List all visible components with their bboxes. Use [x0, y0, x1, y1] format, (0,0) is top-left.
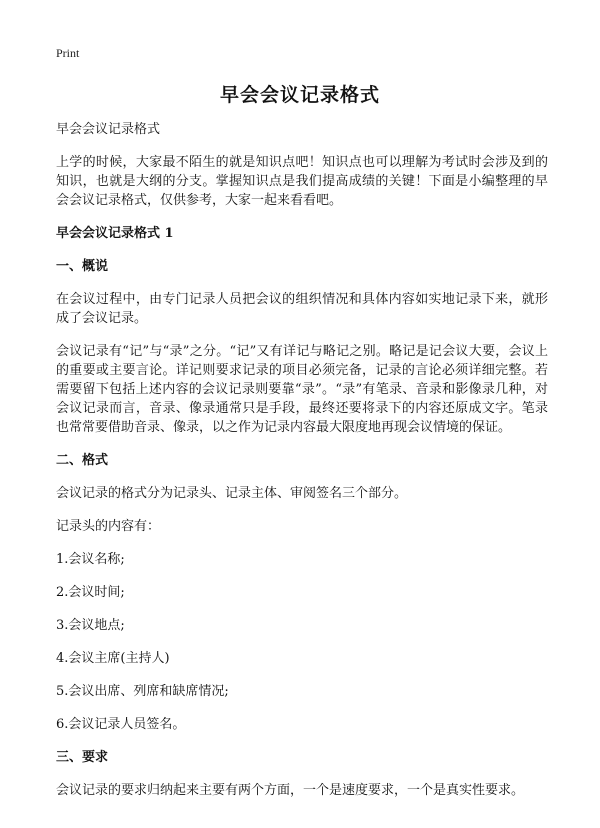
paragraph-overview-2: 会议记录有“记”与“录”之分。“记”又有详记与略记之别。略记是记会议大要，会议上的重要或主要言论。详记则要求记录的项目必须完备，记录的言论必须详细完整。若需要留下包括上述内容的会议记录则要靠“录”。“录”有笔录、音录和影像录几种，对会议记录而言，音录、像录通常只是手段，最终还要将录下的内容还原成文字。笔录也常常要借助音录、像录，以之作为记录内容最大限度地再现会议情境的保证。 — [56, 344, 548, 435]
paragraph-format-2: 记录头的内容有： — [56, 519, 161, 534]
heading-requirements: 三、要求 — [56, 750, 109, 765]
list-item: 6.会议记录人员签名。 — [56, 717, 186, 732]
list-item: 4.会议主席(主持人) — [56, 651, 170, 666]
list-item: 3.会议地点; — [56, 618, 125, 633]
document-body — [56, 120, 548, 814]
list-item: 2.会议时间; — [56, 585, 125, 600]
paragraph-overview-1: 在会议过程中，由专门记录人员把会议的组织情况和具体内容如实地记录下来，就形成了会议记录。 — [56, 292, 548, 326]
paragraph-requirements: 会议记录的要求归纳起来主要有两个方面，一个是速度要求，一个是真实性要求。 — [56, 783, 525, 798]
heading-overview: 一、概说 — [56, 259, 109, 274]
heading-format: 二、格式 — [56, 453, 109, 468]
list-item: 1.会议名称; — [56, 552, 125, 567]
subtitle: 早会会议记录格式 — [56, 122, 161, 137]
document-title: 早会会议记录格式 — [219, 84, 380, 106]
section-title: 早会会议记录格式 1 — [56, 226, 174, 241]
intro-paragraph: 上学的时候，大家最不陌生的就是知识点吧！知识点也可以理解为考试时会涉及到的知识，也就是大纲的分支。掌握知识点是我们提高成绩的关键！下面是小编整理的早会会议记录格式，仅供参考，大家一起来看看吧。 — [56, 155, 548, 208]
paragraph-format-1: 会议记录的格式分为记录头、记录主体、审阅签名三个部分。 — [56, 486, 408, 501]
print-label[interactable]: Print — [56, 46, 80, 60]
list-item: 5.会议出席、列席和缺席情况; — [56, 684, 229, 699]
